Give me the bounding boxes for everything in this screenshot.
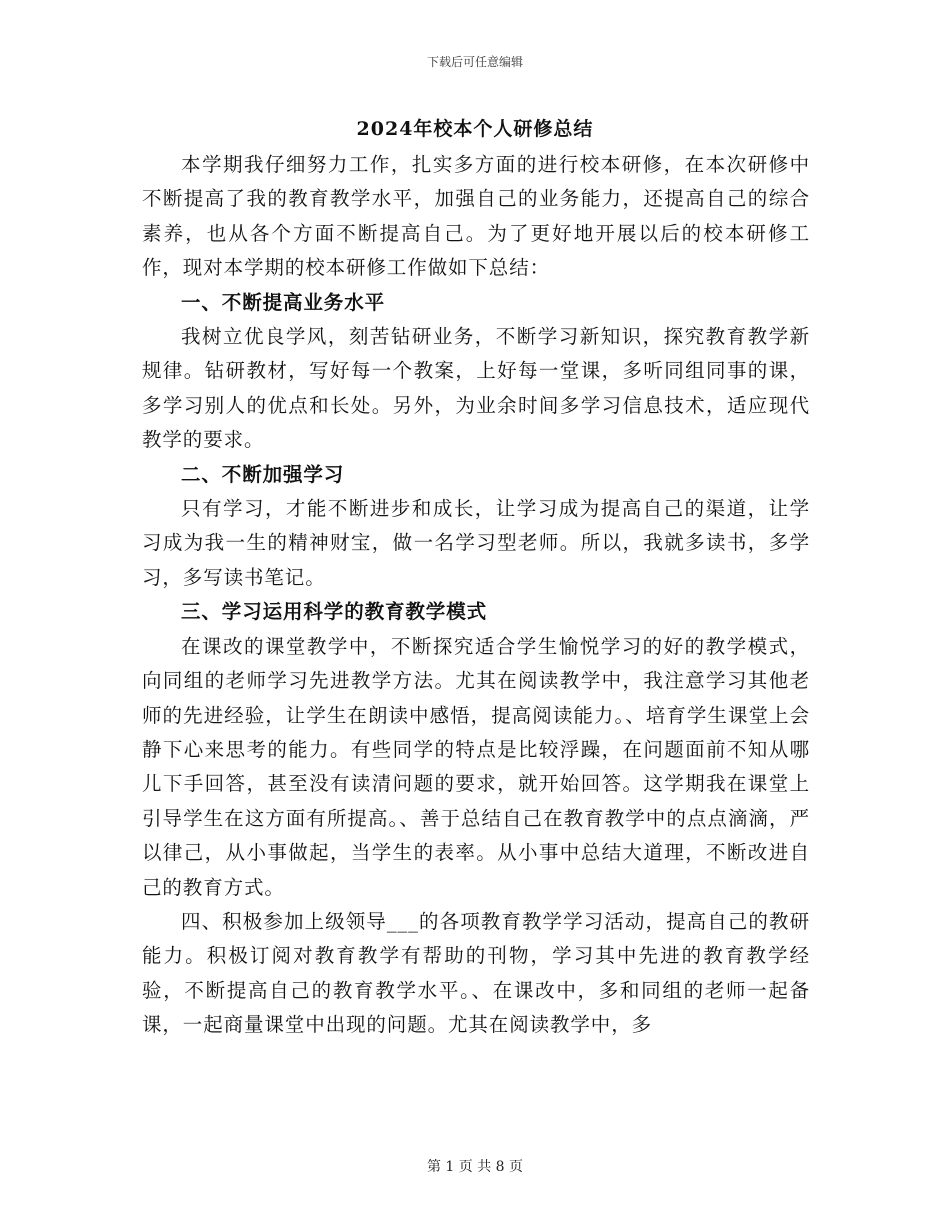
section-2-heading: 二、不断加强学习 — [181, 462, 345, 486]
section-2-paragraph: 只有学习，才能不断进步和成长，让学习成为提高自己的渠道，让学习成为我一生的精神财宝，做一名学习型老师。所以，我就多读书，多学习，多写读书笔记。 — [142, 497, 810, 589]
section-4-paragraph: 四、积极参加上级领导___的各项教育教学学习活动，提高自己的教研能力。积极订阅对教育教学有帮助的刊物，学习其中先进的教育教学经验，不断提高自己的教育教学水平。、在课改中，多和同组的老师一起备课，一起商量课堂中出现的问题。尤其在阅读教学中，多 — [142, 909, 810, 1037]
section-3-heading: 三、学习运用科学的教育教学模式 — [181, 600, 488, 624]
section-3-paragraph: 在课改的课堂教学中，不断探究适合学生愉悦学习的好的教学模式，向同组的老师学习先进教学方法。尤其在阅读教学中，我注意学习其他老师的先进经验，让学生在朗读中感悟，提高阅读能力。、培育学生课堂上会静下心来思考的能力。有些同学的特点是比较浮躁，在问题面前不知从哪儿下手回答，甚至没有读清问题的要求，就开始回答。这学期我在课堂上引导学生在这方面有所提高。、善于总结自己在教育教学中的点点滴滴，严以律己，从小事做起，当学生的表率。从小事中总结大道理，不断改进自己的教育方式。 — [142, 634, 810, 899]
intro-paragraph: 本学期我仔细努力工作，扎实多方面的进行校本研修，在本次研修中不断提高了我的教育教学水平，加强自己的业务能力，还提高自己的综合素养，也从各个方面不断提高自己。为了更好地开展以后的校本研修工作，现对本学期的校本研修工作做如下总结： — [142, 153, 810, 280]
section-1-paragraph: 我树立优良学风，刻苦钻研业务，不断学习新知识，探究教育教学新规律。钻研教材，写好每一个教案，上好每一堂课，多听同组同事的课，多学习别人的优点和长处。另外，为业余时间多学习信息技术，适应现代教学的要求。 — [142, 325, 810, 452]
document-body — [142, 148, 810, 1043]
page-header-note: 下载后可任意编辑 — [426, 55, 523, 69]
section-1-heading: 一、不断提高业务水平 — [181, 290, 386, 314]
page-number: 第 1 页 共 8 页 — [426, 1159, 524, 1175]
document-title: 2024年校本个人研修总结 — [356, 118, 594, 140]
